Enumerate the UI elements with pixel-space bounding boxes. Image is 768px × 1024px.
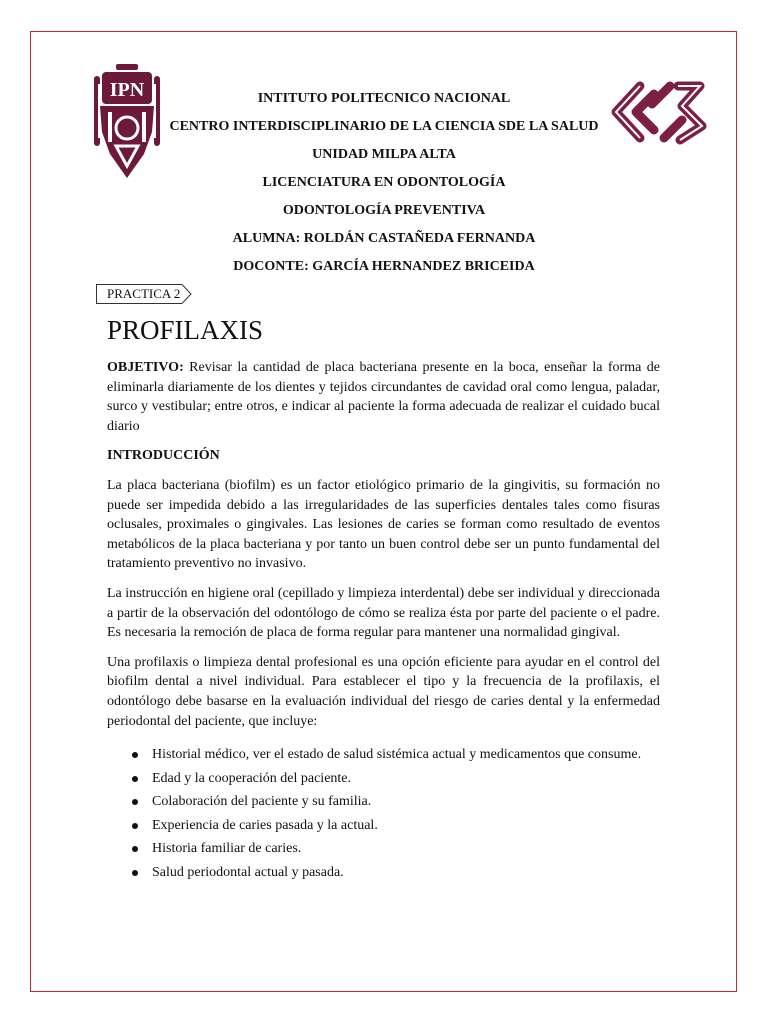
header-center: CENTRO INTERDISCIPLINARIO DE LA CIENCIA SDE LA SALUD	[169, 119, 599, 134]
intro-paragraph-2: La instrucción en higiene oral (cepillado y limpieza interdental) debe ser individual y direccionada a partir de la observación del odontólogo de cómo se realiza ésta por parte del paciente o el padre. Es necesaria la remoción de placa de forma regular para mantener una normalidad gingival.	[107, 585, 660, 641]
document-body	[107, 312, 660, 887]
header-unit: UNIDAD MILPA ALTA	[312, 147, 456, 162]
list-item: Experiencia de caries pasada y la actual.	[152, 816, 660, 836]
header-student: ALUMNA: ROLDÁN CASTAÑEDA FERNANDA	[232, 231, 536, 246]
list-item: Salud periodontal actual y pasada.	[152, 863, 660, 883]
practice-tag-label: PRACTICA 2	[96, 284, 182, 304]
list-item: Historia familiar de caries.	[152, 839, 660, 859]
list-item: Edad y la cooperación del paciente.	[152, 769, 660, 789]
introduction-heading: INTRODUCCIÓN	[107, 448, 220, 464]
header-degree: LICENCIATURA EN ODONTOLOGÍA	[262, 175, 506, 190]
header-subject: ODONTOLOGÍA PREVENTIVA	[282, 203, 486, 218]
institution-header	[160, 88, 608, 284]
practice-tag	[96, 284, 192, 304]
ipn-logo-text: IPN	[109, 79, 145, 101]
objective-text: Revisar la cantidad de placa bacteriana presente en la boca, enseñar la forma de eliminarla diariamente de los dientes y tejidos circundantes de cavidad oral como lengua, paladar, surco y vestibular; entre otros, e indicar al paciente la forma adecuada de realizar el cuidado bucal diario	[107, 360, 660, 434]
list-item: Historial médico, ver el estado de salud sistémica actual y medicamentos que consume.	[152, 745, 660, 765]
page-title: PROFILAXIS	[107, 315, 264, 345]
intro-paragraph-3: Una profilaxis o limpieza dental profesional es una opción eficiente para ayudar en el control del biofilm dental a nivel individual. Para establecer el tipo y la frecuencia de la profilaxis, el odontólogo debe basarse en la evaluación individual del riesgo de caries dental y la enfermedad periodontal del paciente, que incluye:	[107, 654, 660, 729]
objective-paragraph	[107, 358, 660, 436]
list-item: Colaboración del paciente y su familia.	[152, 792, 660, 812]
intro-paragraph-1: La placa bacteriana (biofilm) es un factor etiológico primario de la gingivitis, su formación no puede ser impedida debido a las irregularidades de las superficies dentales tales como fisuras oclusales, proximales o gingivales. Las lesiones de caries se forman como resultado de eventos metabólicos de la placa bacteriana y por tanto un buen control debe ser un punto fundamental del tratamiento preventivo no invasivo.	[107, 477, 660, 572]
ipn-logo-icon	[94, 62, 160, 180]
header-teacher: DOCONTE: GARCÍA HERNANDEZ BRICEIDA	[233, 259, 535, 274]
header-institute: INTITUTO POLITECNICO NACIONAL	[257, 91, 511, 106]
tag-arrow-icon	[182, 284, 192, 304]
risk-factor-list	[107, 745, 660, 883]
cics-logo-icon	[606, 72, 712, 152]
objective-label: OBJETIVO:	[107, 360, 184, 375]
